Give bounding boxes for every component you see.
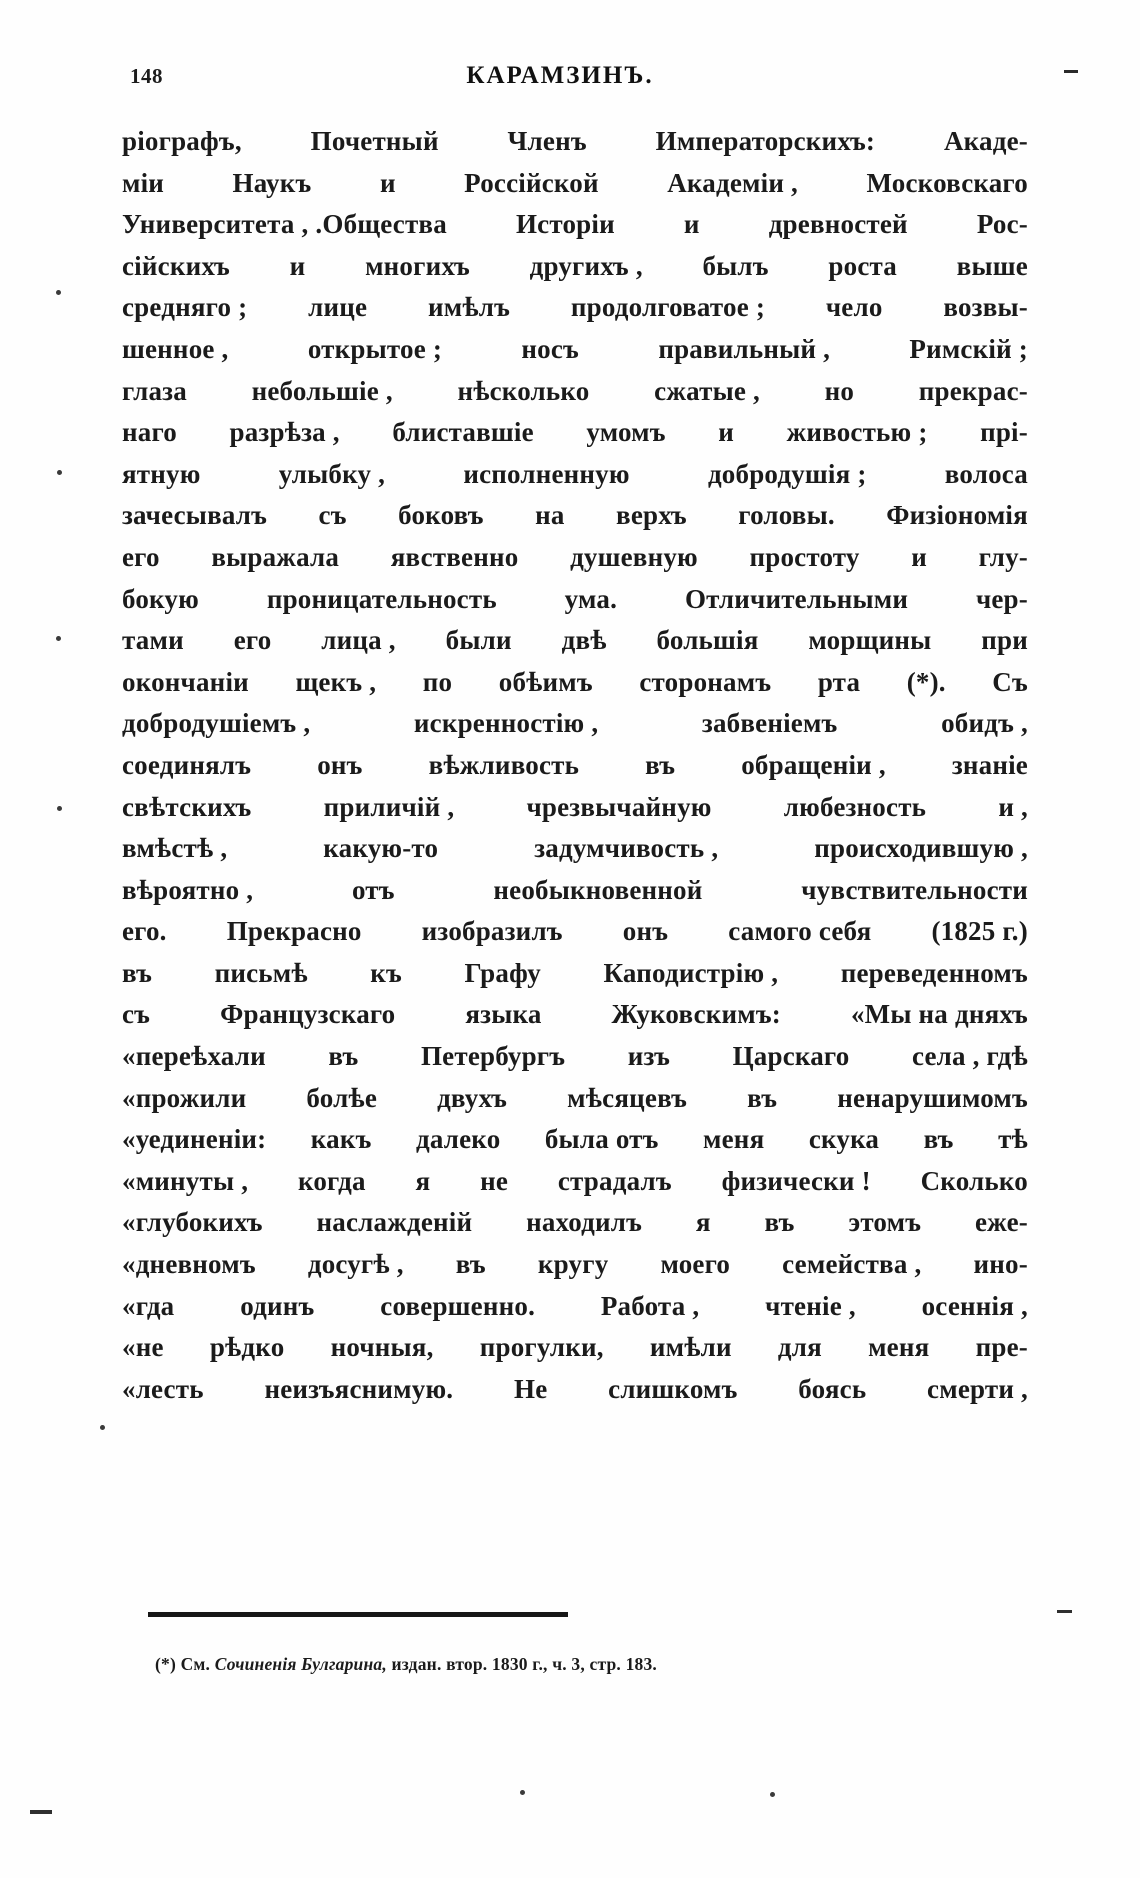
page-speck bbox=[100, 1425, 105, 1430]
text-line bbox=[122, 1373, 1028, 1418]
text-word: чтенiе , bbox=[765, 1290, 856, 1321]
text-word: морщины bbox=[808, 625, 932, 656]
text-word: обидъ , bbox=[941, 708, 1028, 739]
text-word: и bbox=[289, 250, 306, 281]
footnote-marker: (*) bbox=[155, 1654, 177, 1674]
text-word: и , bbox=[998, 791, 1028, 822]
text-word: одинъ bbox=[240, 1290, 315, 1321]
text-word: далеко bbox=[415, 1124, 501, 1155]
text-word: смерти , bbox=[927, 1373, 1028, 1404]
text-word: необыкновенной bbox=[493, 874, 703, 905]
text-line bbox=[122, 1082, 1028, 1127]
text-word: прi- bbox=[980, 417, 1028, 448]
text-word: Петербургъ bbox=[420, 1041, 566, 1072]
text-word: небольшiе , bbox=[251, 375, 393, 406]
text-word: носъ bbox=[521, 333, 579, 364]
text-word: въ bbox=[764, 1207, 795, 1238]
text-word: на bbox=[535, 500, 565, 531]
text-word: совершенно. bbox=[380, 1290, 536, 1321]
text-word: этомъ bbox=[848, 1207, 922, 1238]
text-word: рѣдко bbox=[209, 1332, 285, 1363]
text-word: Академiи , bbox=[667, 167, 798, 198]
text-word: мѣсяцевъ bbox=[567, 1082, 688, 1113]
text-word: разрѣза , bbox=[229, 417, 340, 448]
footnote bbox=[155, 1654, 1025, 1675]
text-word: обращенiи , bbox=[741, 749, 886, 780]
text-word: (*). bbox=[906, 666, 946, 697]
text-word: въ bbox=[122, 957, 153, 988]
text-word: «дневномъ bbox=[122, 1249, 256, 1280]
text-word: душевную bbox=[570, 541, 698, 572]
text-word: еже- bbox=[975, 1207, 1028, 1238]
text-word: двухъ bbox=[437, 1082, 508, 1113]
text-word: Физiономiя bbox=[886, 500, 1028, 531]
text-word: въ bbox=[747, 1082, 778, 1113]
text-word: «минуты , bbox=[122, 1165, 249, 1196]
text-word: Членъ bbox=[507, 126, 587, 156]
text-line bbox=[122, 583, 1028, 628]
page-speck bbox=[57, 470, 62, 475]
text-line bbox=[122, 419, 1028, 461]
text-word: бокую bbox=[122, 583, 199, 614]
text-word: средняго ; bbox=[122, 292, 248, 323]
text-word: ино- bbox=[973, 1249, 1028, 1280]
text-word: болѣе bbox=[306, 1082, 378, 1113]
header-printing-mark bbox=[1064, 70, 1078, 73]
text-word: задумчивость , bbox=[534, 833, 719, 864]
text-word: (1825 г.) bbox=[931, 916, 1028, 947]
text-word: я bbox=[695, 1207, 711, 1238]
text-word: «прожили bbox=[122, 1082, 247, 1113]
text-word: Императорскихъ: bbox=[655, 126, 876, 156]
text-word: не bbox=[480, 1165, 509, 1196]
footnote-title: Сочиненiя Булгарина, bbox=[214, 1654, 387, 1674]
text-word: ума. bbox=[564, 583, 618, 614]
text-word: мiи bbox=[122, 167, 165, 198]
text-line bbox=[122, 1001, 1028, 1043]
text-line bbox=[122, 710, 1028, 752]
text-word: лица , bbox=[321, 625, 396, 656]
text-word: боковъ bbox=[398, 500, 484, 531]
text-line bbox=[122, 375, 1028, 420]
text-line bbox=[122, 627, 1028, 669]
page-speck bbox=[520, 1790, 525, 1795]
text-word: Римскiй ; bbox=[909, 333, 1028, 364]
text-word: наслажденiй bbox=[316, 1207, 473, 1238]
text-word: приличiй , bbox=[323, 791, 455, 822]
text-word: Не bbox=[514, 1373, 548, 1404]
text-line bbox=[122, 957, 1028, 1002]
text-word: я bbox=[415, 1165, 431, 1196]
text-word: зачесывалъ bbox=[122, 500, 268, 531]
text-word: осеннiя , bbox=[921, 1290, 1028, 1321]
body-text bbox=[122, 128, 1028, 1417]
text-word: сiйскихъ bbox=[122, 250, 230, 281]
text-word: какую-то bbox=[323, 833, 439, 864]
text-word: чувствительности bbox=[801, 874, 1028, 905]
text-word: продолговатое ; bbox=[570, 292, 766, 323]
text-word: съ bbox=[122, 999, 151, 1030]
text-line bbox=[122, 333, 1028, 378]
text-line bbox=[122, 1251, 1028, 1293]
text-word: Исторiи bbox=[515, 209, 615, 240]
text-word: ночныя, bbox=[330, 1332, 434, 1363]
text-word: Московскаго bbox=[866, 167, 1028, 198]
text-word: Съ bbox=[992, 666, 1028, 697]
text-word: ріографъ, bbox=[122, 126, 242, 156]
text-line bbox=[122, 874, 1028, 919]
text-word: находилъ bbox=[526, 1207, 643, 1238]
text-word: были bbox=[445, 625, 512, 656]
text-word: роста bbox=[828, 250, 897, 281]
text-word: выражала bbox=[211, 541, 340, 572]
text-word: съ bbox=[318, 500, 347, 531]
text-word: глу- bbox=[978, 541, 1028, 572]
text-line bbox=[122, 791, 1028, 836]
text-word: Царскаго bbox=[732, 1041, 850, 1072]
text-word: Французскаго bbox=[220, 999, 396, 1030]
text-word: Сколько bbox=[920, 1165, 1028, 1196]
text-word: языка bbox=[465, 999, 542, 1030]
text-word: моего bbox=[660, 1249, 731, 1280]
text-word: прогулки, bbox=[479, 1332, 604, 1363]
text-word: обѣимъ bbox=[498, 666, 593, 697]
text-word: въ bbox=[328, 1041, 359, 1072]
page-speck bbox=[57, 806, 62, 811]
text-line bbox=[122, 1290, 1028, 1335]
text-word: въ bbox=[455, 1249, 486, 1280]
text-word: окончанiи bbox=[122, 666, 249, 697]
text-word: «глубокихъ bbox=[122, 1207, 263, 1238]
page-speck bbox=[56, 636, 61, 641]
text-word: въ bbox=[645, 749, 676, 780]
text-word: изъ bbox=[627, 1041, 671, 1072]
text-word: его bbox=[122, 541, 160, 572]
text-word: «переѣхали bbox=[122, 1041, 266, 1072]
text-word: и bbox=[911, 541, 928, 572]
page-edge-mark bbox=[30, 1810, 52, 1814]
text-word: сторонамъ bbox=[639, 666, 772, 697]
footnote-prefix: См. bbox=[180, 1654, 211, 1674]
text-line bbox=[122, 1126, 1028, 1168]
text-word: письмѣ bbox=[214, 957, 308, 988]
text-word: пре- bbox=[975, 1332, 1028, 1363]
text-word: слишкомъ bbox=[608, 1373, 738, 1404]
text-word: когда bbox=[297, 1165, 366, 1196]
text-word: Каподистрiю , bbox=[603, 957, 779, 988]
text-word: при bbox=[981, 625, 1028, 656]
text-word: свѣтскихъ bbox=[122, 791, 252, 822]
text-line bbox=[122, 211, 1028, 253]
text-word: меня bbox=[703, 1124, 765, 1155]
text-word: имѣли bbox=[649, 1332, 732, 1363]
text-word: чрезвычайную bbox=[526, 791, 712, 822]
text-word: волоса bbox=[944, 458, 1028, 489]
text-word: проницательность bbox=[266, 583, 497, 614]
text-word: головы. bbox=[738, 500, 835, 531]
text-line bbox=[122, 502, 1028, 544]
footnote-rule bbox=[148, 1612, 568, 1617]
text-word: забвенiемъ bbox=[701, 708, 838, 739]
text-word: «лесть bbox=[122, 1373, 204, 1404]
text-word: добродушiемъ , bbox=[122, 708, 311, 739]
text-line bbox=[122, 128, 1028, 170]
text-word: Россiйской bbox=[464, 167, 599, 198]
text-word: Отличительными bbox=[684, 583, 909, 614]
text-word: древностей bbox=[768, 209, 908, 240]
text-word: вѣжливость bbox=[428, 749, 580, 780]
text-word: вѣроятно , bbox=[122, 874, 254, 905]
text-word: кругу bbox=[537, 1249, 609, 1280]
text-word: въ bbox=[923, 1124, 954, 1155]
text-word: происходившую , bbox=[814, 833, 1028, 864]
text-word: Графу bbox=[464, 957, 541, 988]
text-word: любезность bbox=[783, 791, 927, 822]
text-word: нѣсколько bbox=[457, 375, 590, 406]
page-header bbox=[130, 62, 1010, 90]
text-word: былъ bbox=[702, 250, 769, 281]
text-word: семейства , bbox=[782, 1249, 922, 1280]
text-word: скука bbox=[808, 1124, 880, 1155]
text-word: выше bbox=[956, 250, 1028, 281]
text-word: но bbox=[824, 375, 855, 406]
text-line bbox=[122, 541, 1028, 586]
text-word: и bbox=[683, 209, 700, 240]
page-edge-mark bbox=[1057, 1610, 1072, 1613]
text-word: «не bbox=[122, 1332, 164, 1363]
text-word: самого себя bbox=[728, 916, 872, 947]
text-word: Почетный bbox=[310, 126, 439, 156]
text-line bbox=[122, 250, 1028, 295]
text-line bbox=[122, 1209, 1028, 1251]
text-word: имѣлъ bbox=[427, 292, 511, 323]
page-speck bbox=[56, 290, 61, 295]
text-word: боясь bbox=[798, 1373, 867, 1404]
text-word: искренностiю , bbox=[413, 708, 599, 739]
text-word: чер- bbox=[975, 583, 1028, 614]
text-word: многихъ bbox=[365, 250, 470, 281]
text-word: возвы- bbox=[943, 292, 1028, 323]
text-line bbox=[122, 458, 1028, 503]
text-word: физически ! bbox=[721, 1165, 871, 1196]
text-word: «Мы на дняхъ bbox=[850, 999, 1028, 1030]
text-word: исполненную bbox=[463, 458, 630, 489]
text-word: ятную bbox=[122, 458, 201, 489]
text-word: по bbox=[422, 666, 453, 697]
text-word: Рос- bbox=[976, 209, 1028, 240]
text-line bbox=[122, 1043, 1028, 1085]
text-word: правильный , bbox=[658, 333, 831, 364]
footnote-suffix: издан. втор. 1830 г., ч. 3, стр. 183. bbox=[391, 1654, 658, 1674]
text-word: добродушiя ; bbox=[707, 458, 867, 489]
text-word: улыбку , bbox=[278, 458, 386, 489]
text-word: и bbox=[718, 417, 735, 448]
text-line bbox=[122, 1165, 1028, 1210]
text-word: Наукъ bbox=[232, 167, 312, 198]
text-word: онъ bbox=[317, 749, 363, 780]
text-word: изобразилъ bbox=[421, 916, 563, 947]
text-word: щекъ , bbox=[295, 666, 377, 697]
text-line bbox=[122, 666, 1028, 711]
text-word: какъ bbox=[310, 1124, 372, 1155]
text-word: меня bbox=[868, 1332, 930, 1363]
text-word: чело bbox=[825, 292, 883, 323]
text-line bbox=[122, 1334, 1028, 1376]
text-word: Акаде- bbox=[943, 126, 1028, 156]
text-word: сжатые , bbox=[654, 375, 760, 406]
text-word: переведенномъ bbox=[840, 957, 1028, 988]
text-word: большiя bbox=[656, 625, 759, 656]
text-word: и bbox=[379, 167, 396, 198]
text-word: Работа , bbox=[600, 1290, 700, 1321]
text-word: простоту bbox=[749, 541, 860, 572]
text-word: открытое ; bbox=[307, 333, 443, 364]
text-word: Прекрасно bbox=[226, 916, 362, 947]
text-line bbox=[122, 167, 1028, 212]
text-word: отъ bbox=[351, 874, 395, 905]
text-word: явственно bbox=[390, 541, 519, 572]
text-word: вмѣстѣ , bbox=[122, 833, 228, 864]
text-word: двѣ bbox=[561, 625, 607, 656]
text-word: села , гдѣ bbox=[911, 1041, 1028, 1072]
text-word: блиставшiе bbox=[392, 417, 534, 448]
folio-number: 148 bbox=[130, 64, 163, 88]
text-word: страдалъ bbox=[557, 1165, 672, 1196]
text-word: тѣ bbox=[998, 1124, 1028, 1155]
text-word: глаза bbox=[122, 375, 187, 406]
text-word: къ bbox=[370, 957, 402, 988]
text-word: досугѣ , bbox=[307, 1249, 404, 1280]
text-word: умомъ bbox=[586, 417, 666, 448]
text-line bbox=[122, 294, 1028, 336]
text-word: Жуковскимъ: bbox=[611, 999, 781, 1030]
running-title: КАРАМЗИНЪ. bbox=[466, 62, 654, 89]
text-word: лице bbox=[308, 292, 368, 323]
text-word: неизъяснимую. bbox=[264, 1373, 454, 1404]
text-word: соединялъ bbox=[122, 749, 252, 780]
text-word: верхъ bbox=[616, 500, 687, 531]
text-word: наго bbox=[122, 417, 177, 448]
text-word: рта bbox=[817, 666, 861, 697]
text-word: прекрас- bbox=[918, 375, 1028, 406]
text-word: для bbox=[777, 1332, 822, 1363]
text-word: тами bbox=[122, 625, 184, 656]
text-word: живостью ; bbox=[786, 417, 928, 448]
text-word: его bbox=[233, 625, 272, 656]
text-word: была отъ bbox=[544, 1124, 659, 1155]
page-speck bbox=[770, 1792, 775, 1797]
text-line bbox=[122, 918, 1028, 960]
text-word: ненарушимомъ bbox=[837, 1082, 1028, 1113]
text-word: Университета , .Общества bbox=[122, 209, 447, 240]
text-word: «гда bbox=[122, 1290, 175, 1321]
text-word: его. bbox=[122, 916, 167, 947]
text-word: онъ bbox=[622, 916, 669, 947]
text-word: другихъ , bbox=[529, 250, 643, 281]
text-word: шенное , bbox=[122, 333, 229, 364]
text-word: знанiе bbox=[951, 749, 1028, 780]
text-line bbox=[122, 749, 1028, 794]
text-word: «уединенiи: bbox=[122, 1124, 267, 1155]
text-line bbox=[122, 835, 1028, 877]
